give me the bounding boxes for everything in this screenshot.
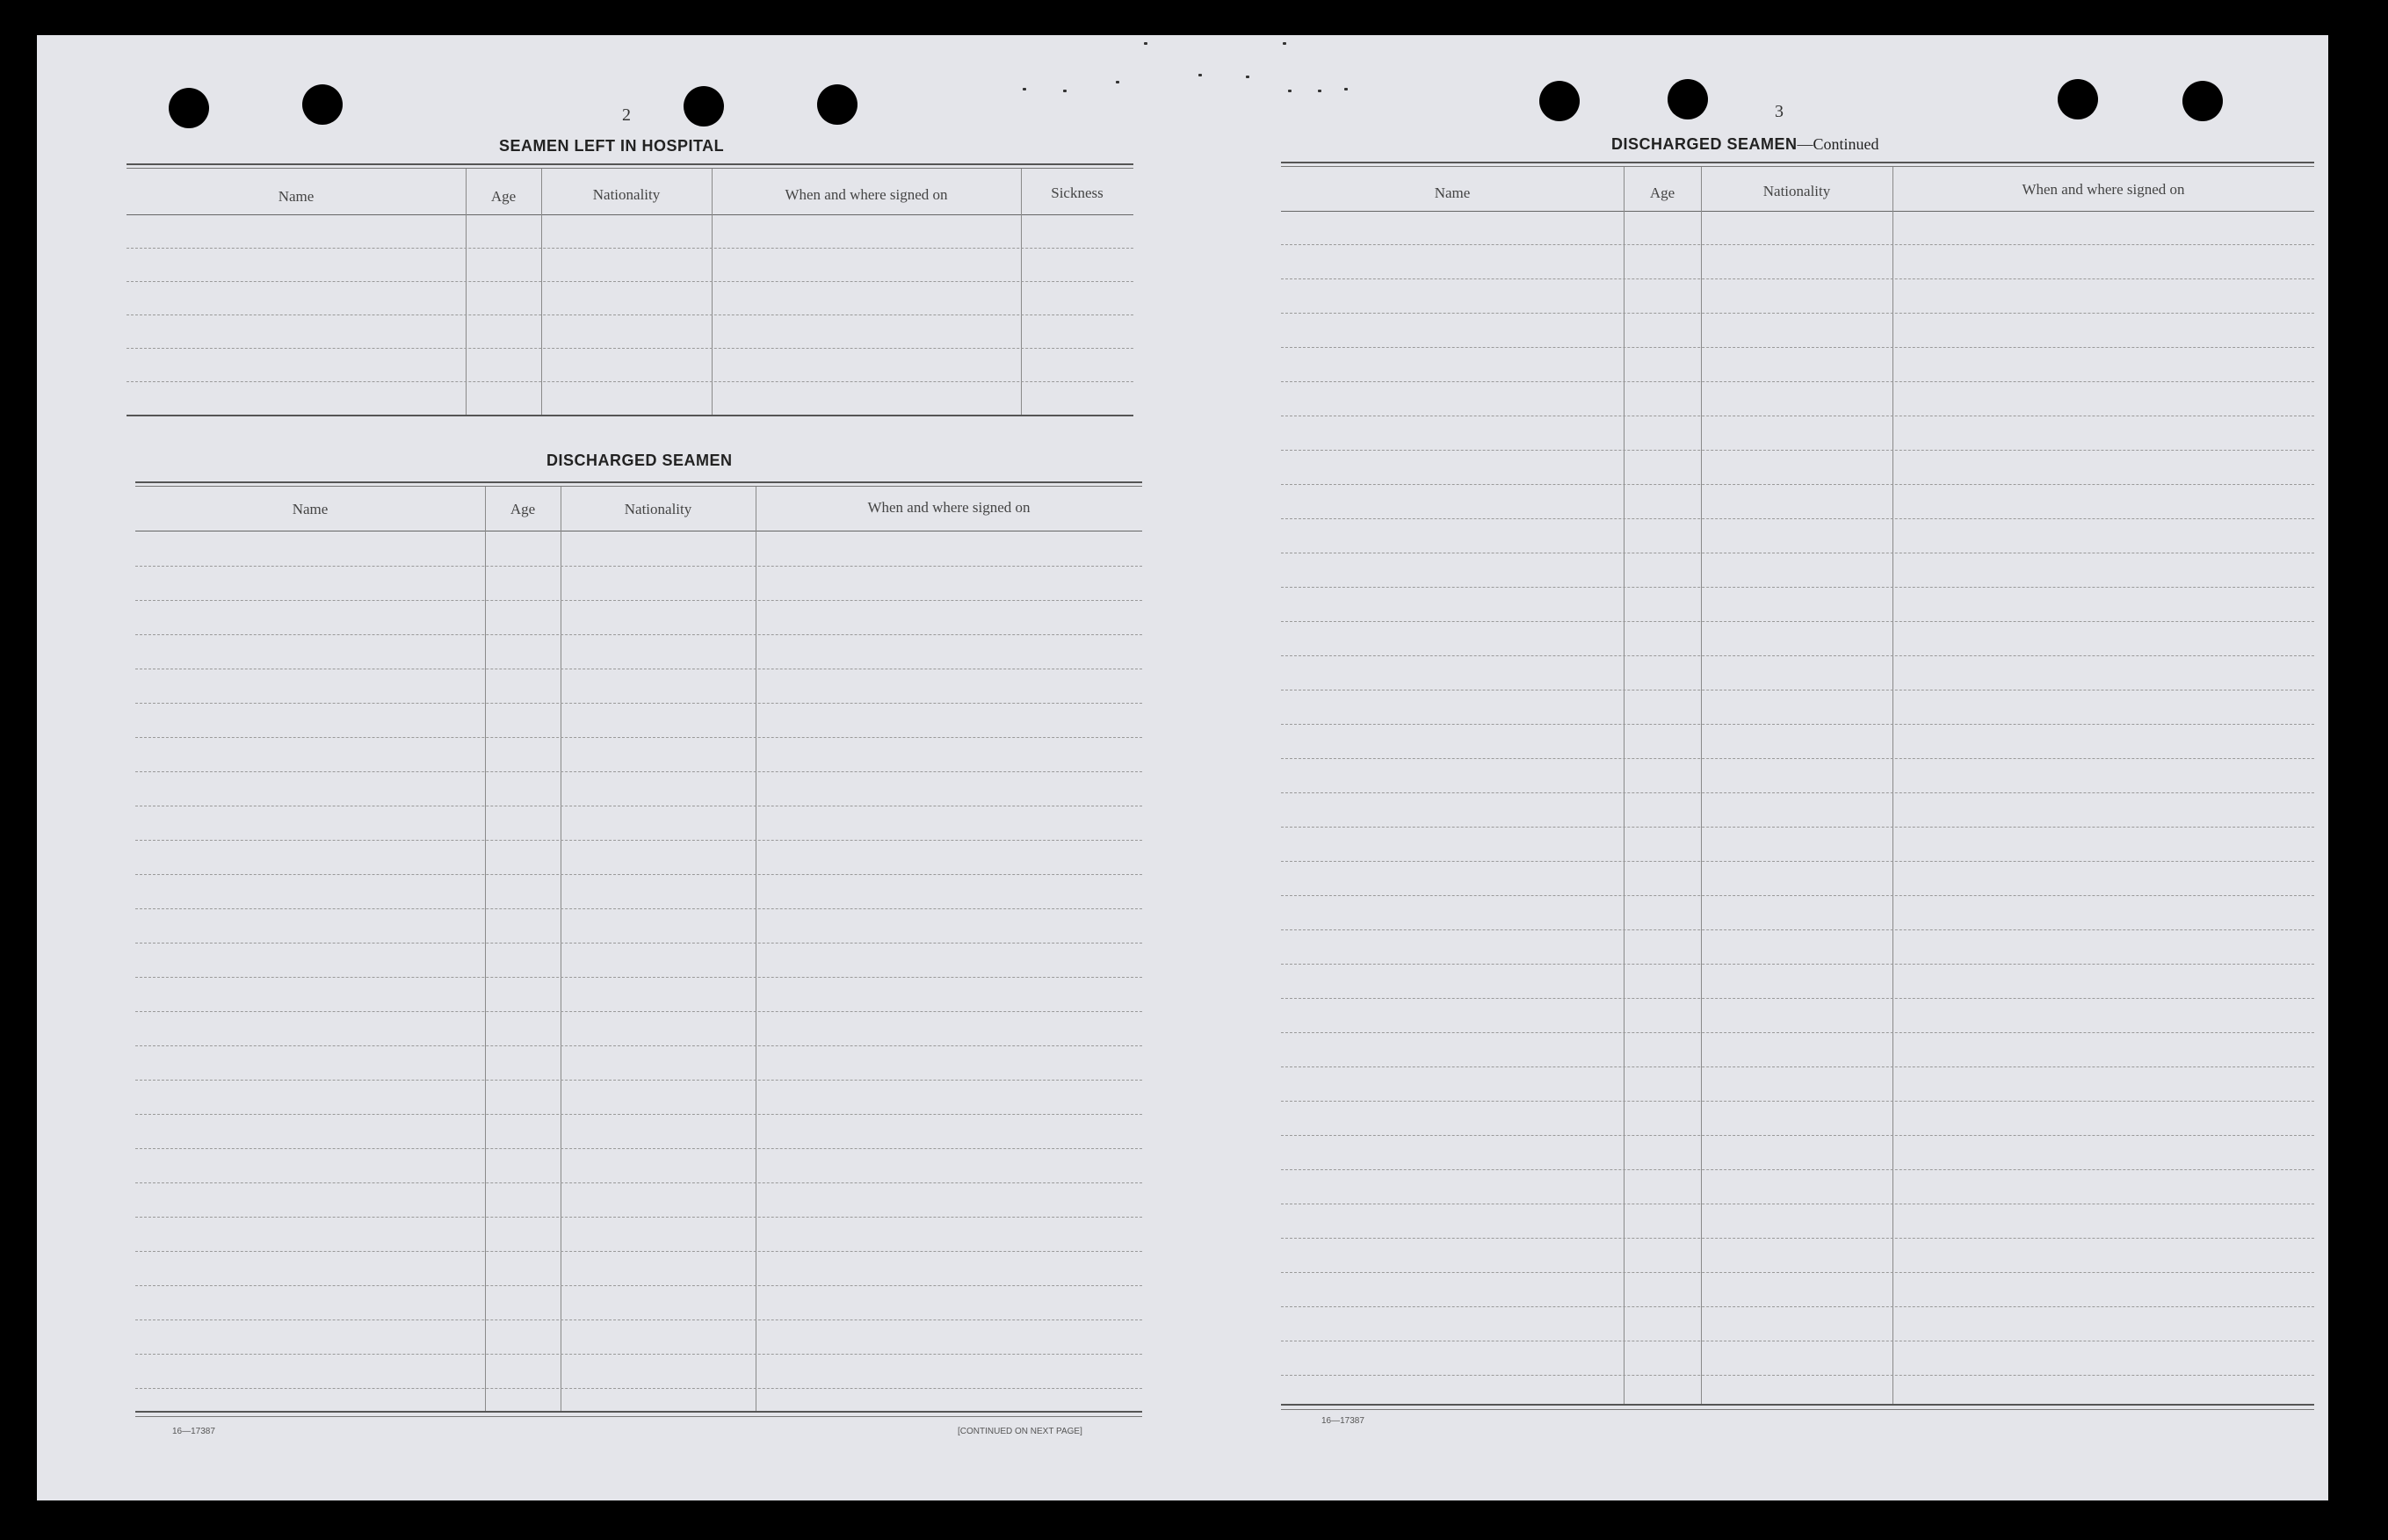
right-col-name-header: Name [1434, 184, 1471, 201]
discharged-continued-title [1611, 135, 1879, 154]
discharged-col-name-header: Name [292, 501, 329, 517]
hospital-col-signed-on-header: When and where signed on [785, 186, 948, 203]
hospital-col-sickness-header: Sickness [1051, 184, 1104, 201]
punch-hole [2058, 79, 2098, 119]
punch-hole [1668, 79, 1708, 119]
discharged-col-nationality-header: Nationality [624, 501, 692, 517]
scan-speck [1344, 88, 1348, 90]
punch-hole [302, 84, 343, 125]
punch-hole [684, 86, 724, 127]
left-form-number: 16—17387 [172, 1427, 215, 1436]
discharged-table-right [1281, 162, 2314, 1444]
discharged-continued-title-suffix: —Continued [1797, 135, 1879, 153]
punch-hole [169, 88, 209, 128]
discharged-section-title: DISCHARGED SEAMEN [546, 452, 733, 469]
continued-on-next-page-note: [CONTINUED ON NEXT PAGE] [958, 1427, 1082, 1436]
scan-speck [1144, 42, 1147, 45]
scan-speck [1198, 74, 1202, 76]
left-page-number: 2 [622, 105, 631, 125]
discharged-col-signed-on-header: When and where signed on [867, 499, 1031, 516]
punch-hole [1539, 81, 1580, 121]
scan-speck [1116, 81, 1119, 83]
scan-speck [1288, 90, 1292, 92]
discharged-col-age-header: Age [510, 501, 536, 517]
right-col-age-header: Age [1649, 184, 1675, 201]
scan-speck [1283, 42, 1286, 45]
right-form-number: 16—17387 [1321, 1416, 1364, 1426]
hospital-col-name-header: Name [278, 188, 315, 205]
scan-speck [1318, 90, 1321, 92]
scanned-form-sheet [37, 35, 2328, 1500]
discharged-continued-title-main: DISCHARGED SEAMEN [1611, 135, 1798, 153]
hospital-col-age-header: Age [490, 188, 517, 205]
right-col-signed-on-header: When and where signed on [2022, 181, 2185, 198]
hospital-table [127, 163, 1133, 462]
discharged-table-left [135, 481, 1142, 1461]
right-col-nationality-header: Nationality [1762, 183, 1831, 199]
right-page-number: 3 [1775, 102, 1784, 121]
scan-speck [1063, 90, 1067, 92]
scan-speck [1023, 88, 1026, 90]
hospital-section-title: SEAMEN LEFT IN HOSPITAL [499, 137, 725, 155]
scan-speck [1246, 76, 1249, 78]
hospital-col-nationality-header: Nationality [592, 186, 661, 203]
punch-hole [817, 84, 858, 125]
punch-hole [2182, 81, 2223, 121]
